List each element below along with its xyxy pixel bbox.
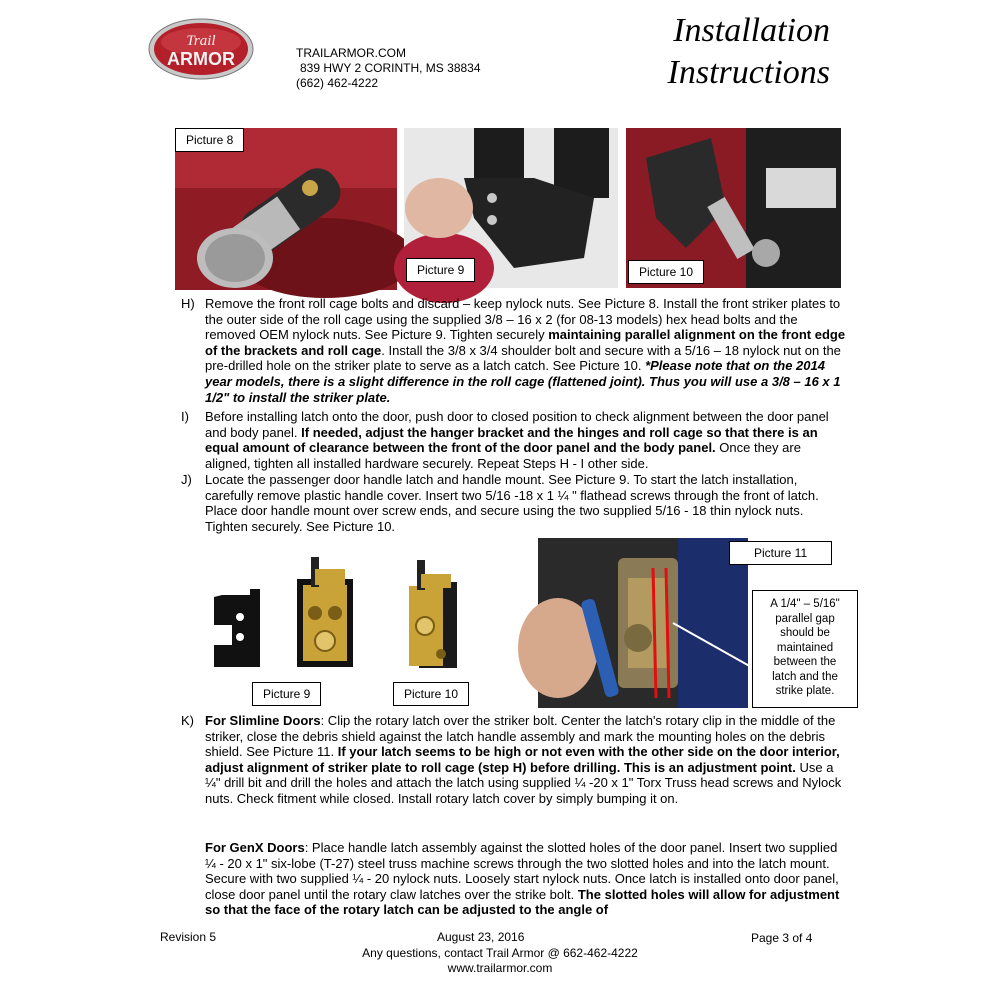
step-k-text-1: : Clip the rotary latch over the striker bolt. Center the latch's rotary clip in the middle of the striker, close the debris shield against the latch handle assembly and mark the mounting holes on the debris shield. See Picture 11. (205, 713, 836, 760)
footer-page-total: 4 (805, 930, 813, 945)
logo-text-bottom: ARMOR (167, 49, 235, 69)
footer-page (751, 930, 812, 946)
picture-10-label-top: Picture 10 (628, 260, 704, 284)
step-k-text-2: Use a ¼" drill bit and drill the holes and attach the latch using supplied ¼ -20 x 1" Torx Truss head screws and Nylock nuts. Check fitment while closed. Install rotary latch cover by simply bumping it on. (205, 759, 842, 806)
step-k-letter: K) (181, 713, 194, 728)
step-k-slimline-heading: For Slimline Doors (205, 713, 321, 728)
picture-9-label-bottom: Picture 9 (252, 682, 321, 706)
title-line-2: Instructions (667, 54, 830, 91)
picture-11-label: Picture 11 (729, 541, 832, 565)
step-k (181, 713, 847, 807)
page-title (600, 10, 830, 94)
company-street: 839 HWY 2 CORINTH, MS 38834 (300, 61, 481, 75)
footer-date: August 23, 2016 (437, 930, 525, 944)
step-h-text-2: . Install the 3/8 x 3/4 shoulder bolt and secure with a 5/16 – 18 nylock nut on the pre-drilled hole on the striker plate to serve as a latch catch. See Picture 10. (205, 342, 841, 374)
callout-line-3: should be (780, 627, 830, 639)
genx-text-1: : Place handle latch assembly against the slotted holes of the door panel. Insert two supplied ¼ - 20 x 1" six-lobe (T-27) steel truss machine screws through the two slotted holes and into the latch mount. Secure with two supplied ¼ - 20 nylock nuts. Loosely start nylock nuts. Once latch is installed onto door panel, close door panel until the rotary claw latches over the strike bolt. (205, 840, 839, 902)
genx-heading: For GenX Doors (205, 840, 305, 855)
trail-armor-logo (148, 18, 254, 80)
callout-line-2: parallel gap (775, 612, 835, 625)
step-i-text-1: Before installing latch onto the door, push door to closed position to check alignment between the door panel and body panel. (205, 409, 829, 440)
picture-8-photo (175, 128, 397, 290)
step-k-bold-1: If your latch seems to be high or not even with the other side on the door interior, adjust alignment of striker plate to roll cage (step H) before drilling. This is an adjustment point. (205, 744, 840, 775)
step-h-bold-1: maintaining parallel alignment on the front edge of the brackets and roll cage (205, 327, 846, 358)
latch-front-image (295, 553, 355, 669)
picture-9-photo-top (404, 128, 618, 288)
title-line-1: Installation (673, 12, 830, 49)
step-i-text-2: Once they are aligned, tighten all installed hardware securely. Repeat Steps H - I other side. (205, 440, 801, 471)
callout-line-5: between the (773, 656, 837, 668)
step-j (181, 472, 847, 534)
callout-line-6: latch and the (772, 670, 838, 683)
callout-line-1: A 1/4" – 5/16" (770, 598, 840, 610)
picture-10-label-bottom: Picture 10 (393, 682, 469, 706)
step-i (181, 409, 847, 471)
company-address (296, 46, 481, 91)
logo-text-top: Trail (186, 33, 216, 49)
callout-line-4: maintained (776, 641, 834, 654)
step-i-letter: I) (181, 409, 189, 424)
picture-9-label-top: Picture 9 (406, 258, 475, 282)
callout-line-7: strike plate. (775, 685, 835, 697)
striker-plate-image (210, 585, 262, 671)
footer-revision: Revision 5 (160, 930, 217, 944)
step-h-note: *Please note that on the 2014 year models, there is a slight difference in the roll cage (flattened joint). Thus you will use a 3/8 – 16 x 1 1/2" to install the striker plate. (205, 358, 841, 405)
footer-contact: Any questions, contact Trail Armor @ 662-462-4222 (362, 946, 638, 960)
step-genx (181, 840, 847, 918)
footer-page-prefix: Page 3 of (751, 931, 803, 945)
step-h (181, 296, 847, 405)
company-site: TRAILARMOR.COM (296, 46, 407, 60)
gap-callout (752, 590, 858, 708)
picture-10-photo-top (626, 128, 841, 288)
step-h-letter: H) (181, 296, 195, 311)
step-j-letter: J) (181, 472, 192, 487)
footer-website[interactable]: www.trailarmor.com (447, 961, 553, 975)
company-phone: (662) 462-4222 (296, 76, 379, 90)
latch-side-image (405, 556, 461, 671)
step-h-text-1: Remove the front roll cage bolts and discard – keep nylock nuts. See Picture 8. Install the front striker plates to the outer side of the roll cage using the supplied 3/8 – 16 x 2 (for 08-13 models) hex head bolts and the removed OEM nylock nuts. See Picture 9. Tighten securely (205, 296, 841, 343)
step-j-text-1: Locate the passenger door handle latch and handle mount. See Picture 9. To start the latch installation, carefully remove plastic handle cover. Insert two 5/16 -18 x 1 ¼ " flathead screws through the front of latch. Place door handle mount over screw ends, and secure using the two supplied 5/16 - 18 thin nylock nuts. Tighten securely. See Picture 10. (205, 472, 819, 534)
step-i-bold-1: If needed, adjust the hanger bracket and the hinges and roll cage so that there is an equal amount of clearance between the front of the door panel and the body panel. (205, 424, 818, 456)
picture-8-label: Picture 8 (175, 128, 244, 152)
genx-bold-1: The slotted holes will allow for adjustment so that the face of the rotary latch can be adjusted to the angle of (205, 886, 840, 918)
